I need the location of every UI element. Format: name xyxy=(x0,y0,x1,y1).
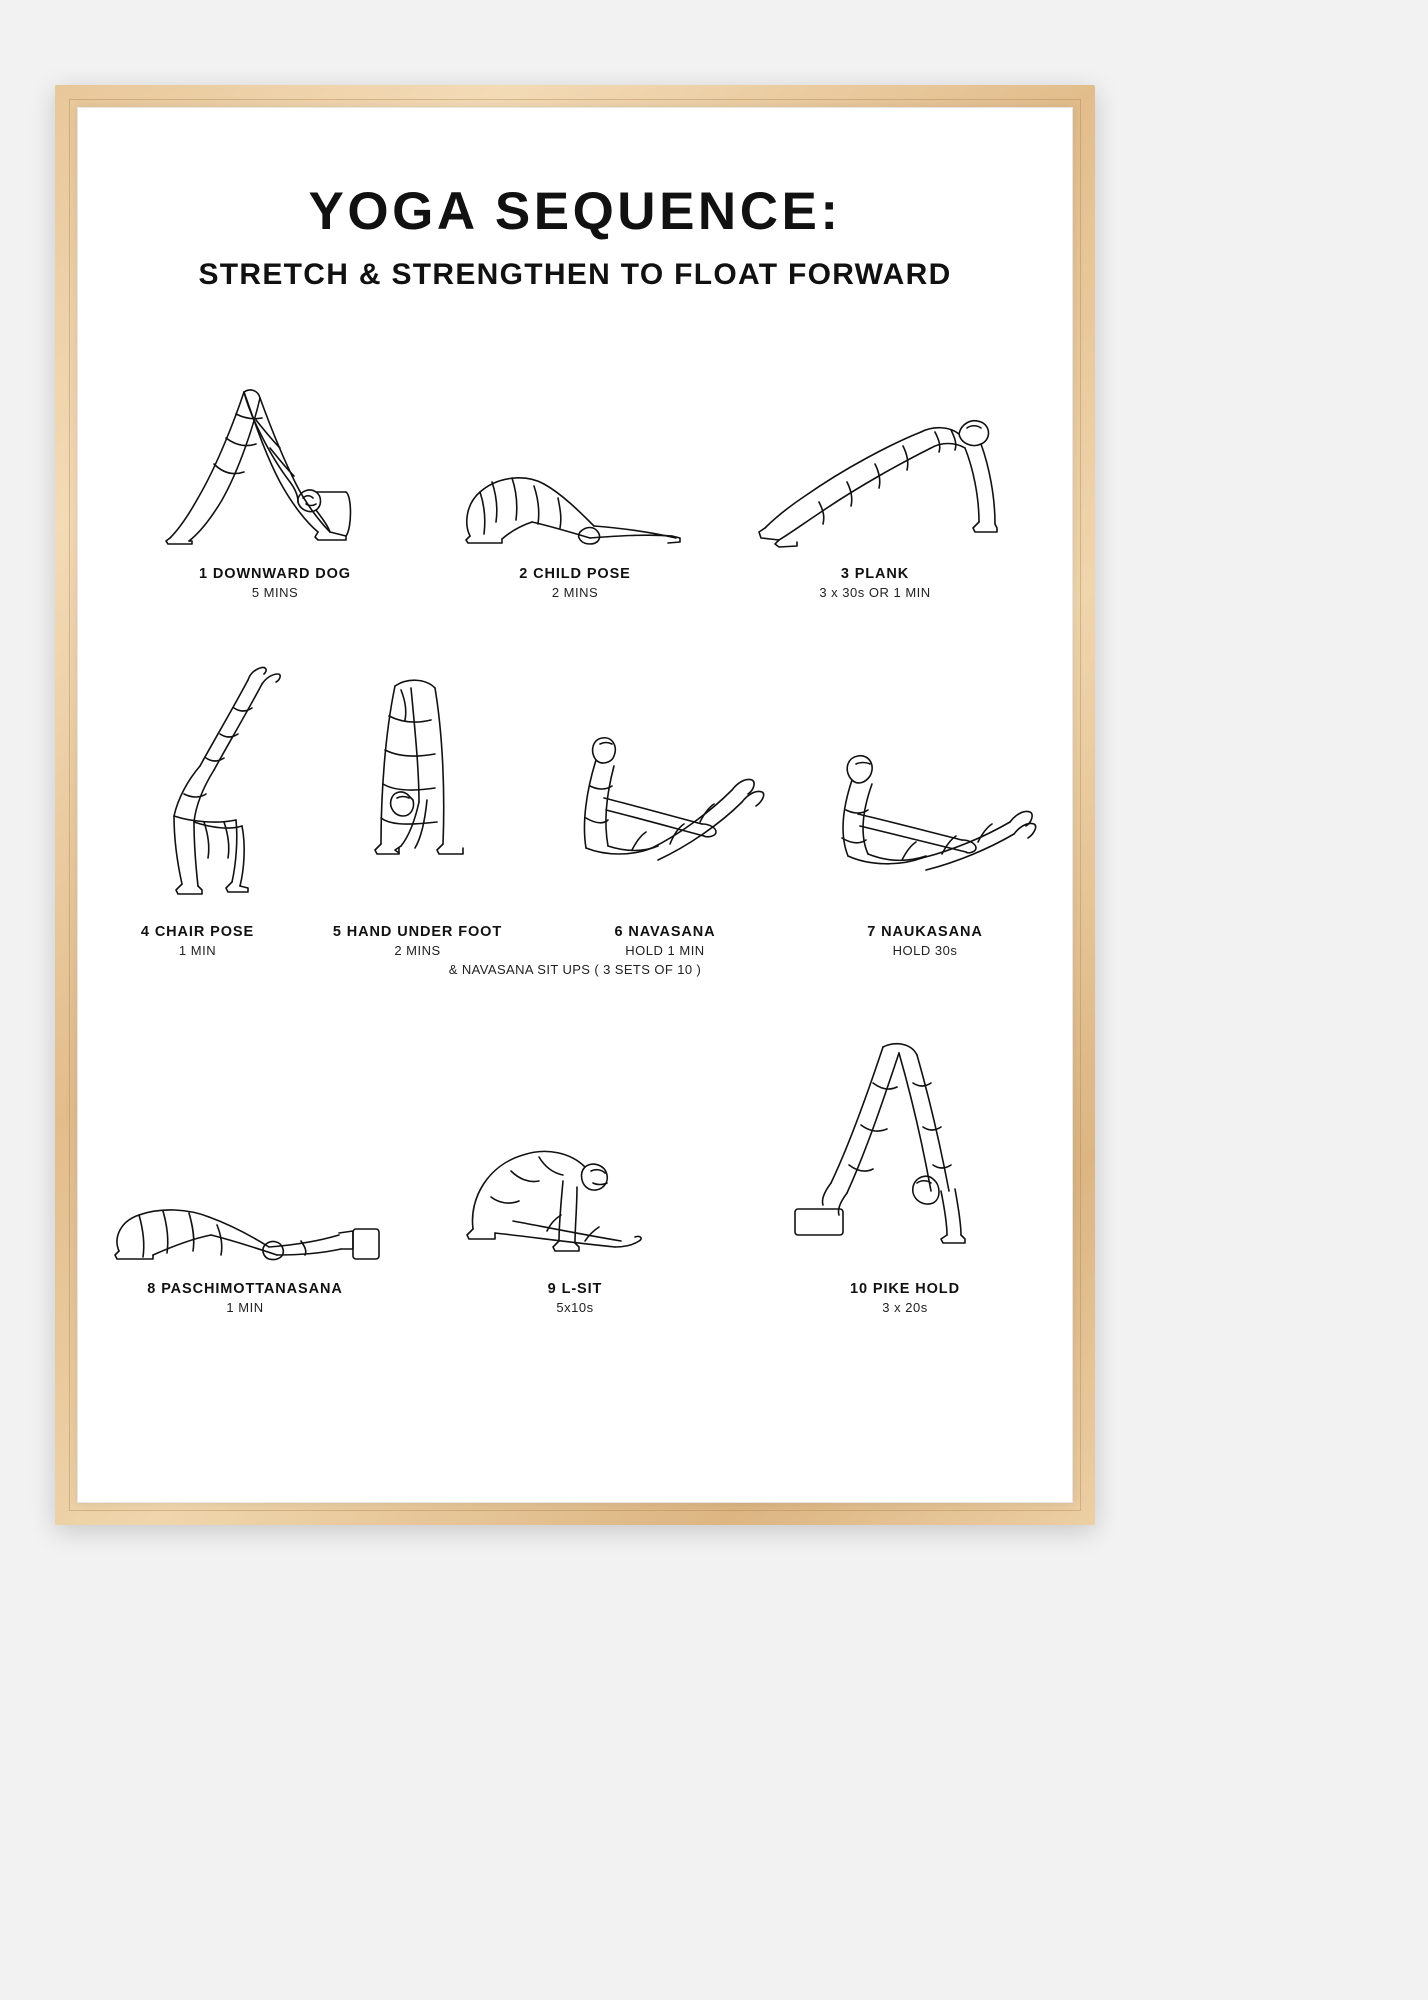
page-title: YOGA SEQUENCE: xyxy=(308,182,842,241)
pose-label: 5 HAND UNDER FOOT xyxy=(332,924,503,940)
pose-reps: 3 x 30s OR 1 MIN xyxy=(819,585,931,600)
pose-item-l-sit xyxy=(410,1031,740,1315)
pose-label: 9 L-SIT xyxy=(547,1281,603,1297)
pose-item-navasana xyxy=(535,644,795,958)
pose-reps: 2 MINS xyxy=(551,585,599,600)
pose-label: 4 CHAIR POSE xyxy=(140,924,255,940)
pose-label: 1 DOWNWARD DOG xyxy=(199,566,351,582)
pose-reps: 5x10s xyxy=(556,1300,594,1315)
pose-item-chair-pose xyxy=(95,644,300,958)
pose-item-child-pose xyxy=(425,386,725,600)
navasana-note-holder xyxy=(77,962,1073,977)
child-pose-illustration xyxy=(440,386,710,556)
pose-item-pike-hold xyxy=(740,1031,1070,1315)
pose-label: 8 PASCHIMOTTANASANA xyxy=(147,1281,343,1297)
downward-dog-illustration xyxy=(140,386,410,556)
l-sit-illustration xyxy=(435,1031,715,1271)
pose-reps: 1 MIN xyxy=(226,1300,264,1315)
picture-frame xyxy=(55,85,1095,1525)
pose-reps: 2 MINS xyxy=(394,943,441,958)
pike-hold-illustration xyxy=(765,1031,1045,1271)
page-subtitle: STRETCH & STRENGTHEN TO FLOAT FORWARD xyxy=(198,258,952,291)
pose-reps: 1 MIN xyxy=(178,943,217,958)
pose-reps: 3 x 20s xyxy=(882,1300,928,1315)
pose-item-plank xyxy=(725,386,1025,600)
navasana-illustration xyxy=(550,644,780,914)
pose-row-3 xyxy=(77,1031,1073,1315)
paschimottanasana-illustration xyxy=(105,1031,385,1271)
pose-reps: 5 MINS xyxy=(251,585,299,600)
hand-under-foot-illustration xyxy=(323,644,513,914)
pose-label: 6 NAVASANA xyxy=(614,924,716,940)
pose-label: 2 CHILD POSE xyxy=(519,566,631,582)
pose-item-downward-dog xyxy=(125,386,425,600)
naukasana-illustration xyxy=(810,644,1040,914)
chair-pose-illustration xyxy=(108,644,288,914)
pose-item-paschimottanasana xyxy=(80,1031,410,1315)
pose-item-naukasana xyxy=(795,644,1055,958)
pose-reps: HOLD 30s xyxy=(892,943,958,958)
pose-label: 3 PLANK xyxy=(840,566,910,582)
pose-reps: HOLD 1 MIN xyxy=(625,943,705,958)
navasana-situps-note: & NAVASANA SIT UPS ( 3 SETS OF 10 ) xyxy=(448,962,702,977)
pose-item-hand-under-foot xyxy=(300,644,535,958)
plank-illustration xyxy=(735,386,1015,556)
pose-label: 7 NAUKASANA xyxy=(867,924,983,940)
poster-sheet xyxy=(77,107,1073,1503)
pose-row-1 xyxy=(77,386,1073,600)
pose-row-2 xyxy=(77,644,1073,958)
pose-label: 10 PIKE HOLD xyxy=(850,1281,960,1297)
